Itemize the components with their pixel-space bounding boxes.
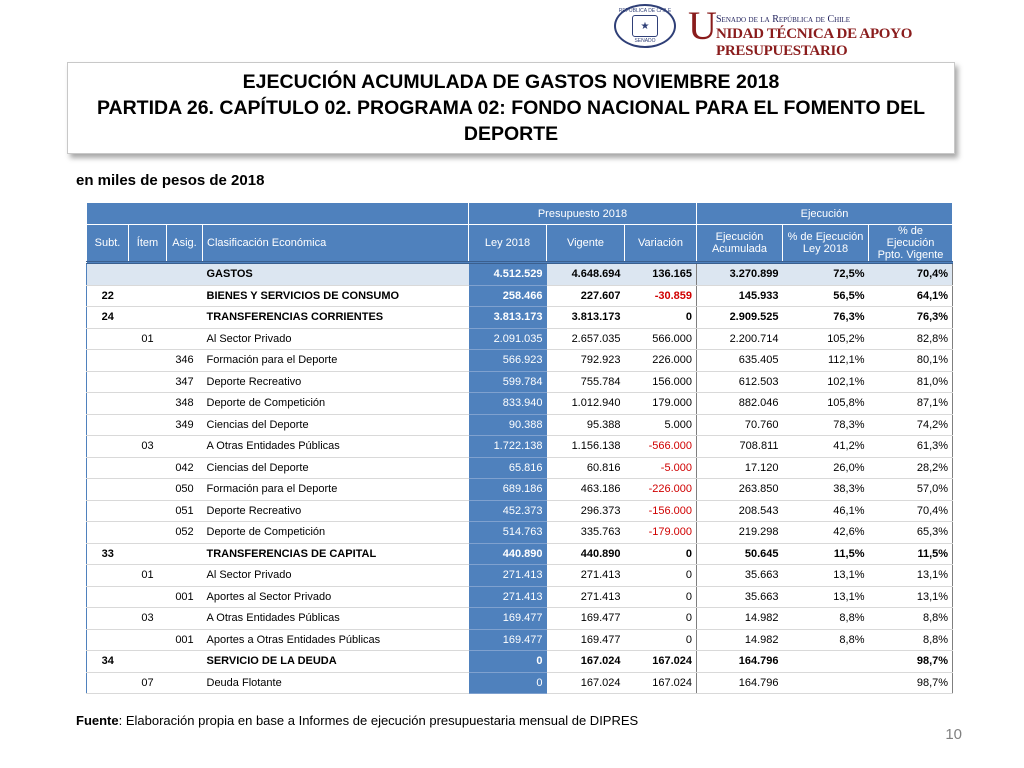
brand-line-1: Senado de la República de Chile (716, 14, 851, 25)
cell-variacion: 167.024 (625, 672, 697, 694)
cell-pct-ley: 112,1% (783, 350, 869, 372)
title-line-2: PARTIDA 26. CAPÍTULO 02. PROGRAMA 02: FONDO NACIONAL PARA EL FOMENTO DEL (96, 97, 926, 119)
col-pct-ley (783, 225, 869, 263)
col-ley: Ley 2018 (469, 225, 547, 263)
cell-vigente: 227.607 (547, 285, 625, 307)
cell-item (129, 479, 167, 501)
cell-ejecucion: 2.909.525 (697, 307, 783, 329)
cell-ejecucion: 17.120 (697, 457, 783, 479)
table-row (87, 629, 953, 651)
cell-asig: 050 (167, 479, 203, 501)
cell-subt (87, 522, 129, 544)
cell-subt (87, 629, 129, 651)
cell-clasificacion: A Otras Entidades Públicas (203, 436, 469, 458)
cell-variacion: 179.000 (625, 393, 697, 415)
cell-pct-vig: 98,7% (869, 672, 953, 694)
cell-subt (87, 414, 129, 436)
cell-pct-vig: 13,1% (869, 565, 953, 587)
col-clasificacion: Clasificación Económica (203, 225, 469, 263)
cell-ejecucion: 3.270.899 (697, 263, 783, 286)
cell-asig (167, 328, 203, 350)
cell-subt: 34 (87, 651, 129, 673)
cell-item (129, 500, 167, 522)
cell-variacion: 167.024 (625, 651, 697, 673)
cell-variacion: -30.859 (625, 285, 697, 307)
cell-pct-ley (783, 672, 869, 694)
cell-pct-vig: 82,8% (869, 328, 953, 350)
title-line-3: DEPORTE (463, 123, 559, 145)
cell-clasificacion: SERVICIO DE LA DEUDA (203, 651, 469, 673)
cell-pct-vig: 65,3% (869, 522, 953, 544)
cell-clasificacion: Al Sector Privado (203, 328, 469, 350)
table-row (87, 414, 953, 436)
cell-vigente: 271.413 (547, 565, 625, 587)
cell-pct-ley: 46,1% (783, 500, 869, 522)
cell-variacion: 0 (625, 586, 697, 608)
cell-item (129, 543, 167, 565)
cell-pct-vig: 81,0% (869, 371, 953, 393)
cell-pct-ley: 102,1% (783, 371, 869, 393)
cell-asig: 348 (167, 393, 203, 415)
col-ejec-acum-line1: Ejecución (715, 231, 764, 243)
source-note (76, 713, 638, 728)
cell-pct-ley: 105,8% (783, 393, 869, 415)
cell-ley: 169.477 (469, 629, 547, 651)
table-row (87, 263, 953, 286)
cell-subt (87, 500, 129, 522)
cell-subt (87, 479, 129, 501)
cell-vigente: 4.648.694 (547, 263, 625, 286)
cell-vigente: 463.186 (547, 479, 625, 501)
cell-asig (167, 543, 203, 565)
cell-pct-ley: 56,5% (783, 285, 869, 307)
cell-item: 03 (129, 436, 167, 458)
cell-item (129, 307, 167, 329)
cell-ley: 2.091.035 (469, 328, 547, 350)
col-variacion: Variación (625, 225, 697, 263)
cell-variacion: -566.000 (625, 436, 697, 458)
cell-pct-ley: 13,1% (783, 565, 869, 587)
cell-subt (87, 457, 129, 479)
cell-asig: 051 (167, 500, 203, 522)
table-row (87, 350, 953, 372)
cell-pct-ley: 42,6% (783, 522, 869, 544)
cell-pct-vig: 98,7% (869, 651, 953, 673)
cell-ley: 566.923 (469, 350, 547, 372)
cell-asig: 052 (167, 522, 203, 544)
cell-variacion: 156.000 (625, 371, 697, 393)
cell-clasificacion: Al Sector Privado (203, 565, 469, 587)
col-pct-vig-line2: Ppto. Vigente (877, 249, 944, 261)
cell-clasificacion: Deporte Recreativo (203, 500, 469, 522)
cell-subt (87, 350, 129, 372)
cell-ejecucion: 50.645 (697, 543, 783, 565)
cell-item (129, 651, 167, 673)
cell-asig: 042 (167, 457, 203, 479)
cell-item (129, 629, 167, 651)
cell-vigente: 169.477 (547, 629, 625, 651)
cell-clasificacion: Ciencias del Deporte (203, 457, 469, 479)
cell-variacion: 5.000 (625, 414, 697, 436)
cell-variacion: -5.000 (625, 457, 697, 479)
cell-ejecucion: 263.850 (697, 479, 783, 501)
table-row (87, 586, 953, 608)
cell-pct-vig: 76,3% (869, 307, 953, 329)
cell-pct-vig: 57,0% (869, 479, 953, 501)
cell-clasificacion: Aportes al Sector Privado (203, 586, 469, 608)
cell-ley: 0 (469, 651, 547, 673)
seal-top-text: REPÚBLICA DE CHILE (618, 8, 672, 14)
cell-subt (87, 672, 129, 694)
cell-item: 01 (129, 565, 167, 587)
cell-item: 07 (129, 672, 167, 694)
cell-asig: 347 (167, 371, 203, 393)
cell-item (129, 457, 167, 479)
cell-pct-ley: 13,1% (783, 586, 869, 608)
cell-ley: 271.413 (469, 586, 547, 608)
cell-variacion: -179.000 (625, 522, 697, 544)
seal-bottom-text: SENADO (634, 38, 656, 44)
cell-ley: 452.373 (469, 500, 547, 522)
col-subt: Subt. (87, 225, 129, 263)
cell-ejecucion: 70.760 (697, 414, 783, 436)
cell-subt: 24 (87, 307, 129, 329)
cell-item (129, 371, 167, 393)
cell-item (129, 285, 167, 307)
cell-ley: 4.512.529 (469, 263, 547, 286)
cell-pct-ley: 105,2% (783, 328, 869, 350)
title-box (67, 62, 955, 154)
cell-variacion: 0 (625, 608, 697, 630)
table-row (87, 479, 953, 501)
cell-pct-vig: 74,2% (869, 414, 953, 436)
cell-pct-vig: 28,2% (869, 457, 953, 479)
col-vigente: Vigente (547, 225, 625, 263)
cell-clasificacion: Formación para el Deporte (203, 350, 469, 372)
cell-asig: 346 (167, 350, 203, 372)
brand-initial: U (688, 3, 717, 48)
cell-asig (167, 608, 203, 630)
cell-ley: 0 (469, 672, 547, 694)
cell-pct-ley: 38,3% (783, 479, 869, 501)
cell-variacion: -156.000 (625, 500, 697, 522)
cell-ley: 271.413 (469, 565, 547, 587)
cell-item: 01 (129, 328, 167, 350)
table-row (87, 328, 953, 350)
cell-item: 03 (129, 608, 167, 630)
cell-ley: 169.477 (469, 608, 547, 630)
table-row (87, 500, 953, 522)
cell-ley: 599.784 (469, 371, 547, 393)
cell-pct-vig: 11,5% (869, 543, 953, 565)
cell-ejecucion: 145.933 (697, 285, 783, 307)
cell-ley: 3.813.173 (469, 307, 547, 329)
cell-asig (167, 565, 203, 587)
units-subtitle: en miles de pesos de 2018 (76, 172, 265, 189)
cell-vigente: 755.784 (547, 371, 625, 393)
cell-ley: 258.466 (469, 285, 547, 307)
cell-variacion: 136.165 (625, 263, 697, 286)
cell-clasificacion: Deporte Recreativo (203, 371, 469, 393)
table-row (87, 565, 953, 587)
table-row (87, 307, 953, 329)
cell-clasificacion: Deporte de Competición (203, 522, 469, 544)
cell-ejecucion: 882.046 (697, 393, 783, 415)
table-row (87, 543, 953, 565)
table-row (87, 457, 953, 479)
cell-item (129, 414, 167, 436)
cell-asig: 001 (167, 629, 203, 651)
cell-asig (167, 307, 203, 329)
col-pct-vig-line1: % de Ejecución (886, 225, 935, 249)
cell-item (129, 393, 167, 415)
cell-ejecucion: 14.982 (697, 608, 783, 630)
cell-vigente: 3.813.173 (547, 307, 625, 329)
cell-clasificacion: GASTOS (203, 263, 469, 286)
cell-vigente: 271.413 (547, 586, 625, 608)
cell-subt (87, 608, 129, 630)
budget-execution-table (86, 202, 953, 694)
cell-variacion: -226.000 (625, 479, 697, 501)
cell-item (129, 586, 167, 608)
cell-ley: 440.890 (469, 543, 547, 565)
seal-shield-icon: ★ (632, 15, 658, 37)
cell-vigente: 296.373 (547, 500, 625, 522)
table-row (87, 371, 953, 393)
header-blank (87, 203, 469, 225)
page-number: 10 (945, 726, 962, 743)
cell-item (129, 522, 167, 544)
cell-asig: 001 (167, 586, 203, 608)
cell-vigente: 792.923 (547, 350, 625, 372)
cell-clasificacion: Ciencias del Deporte (203, 414, 469, 436)
cell-ejecucion: 635.405 (697, 350, 783, 372)
cell-ley: 90.388 (469, 414, 547, 436)
cell-vigente: 335.763 (547, 522, 625, 544)
cell-clasificacion: BIENES Y SERVICIOS DE CONSUMO (203, 285, 469, 307)
cell-pct-vig: 70,4% (869, 500, 953, 522)
cell-subt (87, 263, 129, 286)
cell-subt: 22 (87, 285, 129, 307)
table-row (87, 436, 953, 458)
cell-ejecucion: 14.982 (697, 629, 783, 651)
source-label: Fuente (76, 713, 119, 728)
cell-clasificacion: Deuda Flotante (203, 672, 469, 694)
col-item: Ítem (129, 225, 167, 263)
cell-pct-vig: 8,8% (869, 608, 953, 630)
col-pct-ley-line1: % de Ejecución (787, 231, 864, 243)
cell-ejecucion: 219.298 (697, 522, 783, 544)
brand-line-2: NIDAD TÉCNICA DE APOYO PRESUPUESTARIO (716, 26, 913, 59)
col-asig: Asig. (167, 225, 203, 263)
col-pct-ley-line2: Ley 2018 (802, 243, 849, 255)
table-body (87, 263, 953, 694)
table-row (87, 651, 953, 673)
header-presupuesto: Presupuesto 2018 (469, 203, 697, 225)
cell-vigente: 95.388 (547, 414, 625, 436)
cell-vigente: 167.024 (547, 672, 625, 694)
cell-ejecucion: 35.663 (697, 565, 783, 587)
cell-ley: 514.763 (469, 522, 547, 544)
cell-vigente: 2.657.035 (547, 328, 625, 350)
cell-pct-vig: 61,3% (869, 436, 953, 458)
cell-clasificacion: TRANSFERENCIAS DE CAPITAL (203, 543, 469, 565)
unit-brand-logo (688, 3, 1018, 59)
table-row (87, 672, 953, 694)
cell-asig (167, 436, 203, 458)
cell-vigente: 60.816 (547, 457, 625, 479)
cell-asig (167, 672, 203, 694)
cell-subt (87, 328, 129, 350)
cell-ley: 65.816 (469, 457, 547, 479)
cell-asig (167, 263, 203, 286)
cell-variacion: 226.000 (625, 350, 697, 372)
cell-item (129, 263, 167, 286)
cell-vigente: 1.156.138 (547, 436, 625, 458)
cell-asig (167, 285, 203, 307)
table-row (87, 522, 953, 544)
cell-variacion: 0 (625, 629, 697, 651)
senate-seal-logo (614, 4, 676, 48)
cell-pct-ley: 41,2% (783, 436, 869, 458)
cell-variacion: 566.000 (625, 328, 697, 350)
cell-clasificacion: Formación para el Deporte (203, 479, 469, 501)
cell-subt (87, 565, 129, 587)
cell-vigente: 167.024 (547, 651, 625, 673)
cell-ejecucion: 164.796 (697, 651, 783, 673)
cell-ejecucion: 35.663 (697, 586, 783, 608)
cell-ejecucion: 2.200.714 (697, 328, 783, 350)
cell-clasificacion: Deporte de Competición (203, 393, 469, 415)
cell-pct-vig: 13,1% (869, 586, 953, 608)
cell-ejecucion: 708.811 (697, 436, 783, 458)
cell-pct-ley: 78,3% (783, 414, 869, 436)
cell-pct-vig: 80,1% (869, 350, 953, 372)
header-ejecucion: Ejecución (697, 203, 953, 225)
col-ejec-acum (697, 225, 783, 263)
cell-ley: 833.940 (469, 393, 547, 415)
cell-pct-ley: 76,3% (783, 307, 869, 329)
cell-ejecucion: 208.543 (697, 500, 783, 522)
cell-pct-ley: 72,5% (783, 263, 869, 286)
cell-pct-ley (783, 651, 869, 673)
title-line-1: EJECUCIÓN ACUMULADA DE GASTOS NOVIEMBRE 2018 (242, 71, 780, 93)
source-text: : Elaboración propia en base a Informes de ejecución presupuestaria mensual de DIPRES (118, 713, 639, 728)
cell-pct-ley: 26,0% (783, 457, 869, 479)
col-pct-vig (869, 225, 953, 263)
cell-ejecucion: 164.796 (697, 672, 783, 694)
cell-item (129, 350, 167, 372)
cell-pct-ley: 8,8% (783, 629, 869, 651)
cell-vigente: 440.890 (547, 543, 625, 565)
cell-asig (167, 651, 203, 673)
cell-clasificacion: TRANSFERENCIAS CORRIENTES (203, 307, 469, 329)
table-row (87, 393, 953, 415)
cell-ejecucion: 612.503 (697, 371, 783, 393)
cell-ley: 1.722.138 (469, 436, 547, 458)
cell-asig: 349 (167, 414, 203, 436)
table-row (87, 285, 953, 307)
cell-subt (87, 393, 129, 415)
cell-clasificacion: Aportes a Otras Entidades Públicas (203, 629, 469, 651)
cell-variacion: 0 (625, 543, 697, 565)
col-ejec-acum-line2: Acumulada (711, 243, 768, 255)
cell-subt (87, 586, 129, 608)
cell-pct-ley: 11,5% (783, 543, 869, 565)
cell-subt: 33 (87, 543, 129, 565)
cell-pct-vig: 87,1% (869, 393, 953, 415)
table-row (87, 608, 953, 630)
cell-variacion: 0 (625, 565, 697, 587)
cell-pct-vig: 64,1% (869, 285, 953, 307)
cell-subt (87, 371, 129, 393)
cell-ley: 689.186 (469, 479, 547, 501)
cell-clasificacion: A Otras Entidades Públicas (203, 608, 469, 630)
cell-pct-vig: 70,4% (869, 263, 953, 286)
cell-pct-ley: 8,8% (783, 608, 869, 630)
cell-vigente: 169.477 (547, 608, 625, 630)
cell-pct-vig: 8,8% (869, 629, 953, 651)
cell-vigente: 1.012.940 (547, 393, 625, 415)
cell-variacion: 0 (625, 307, 697, 329)
cell-subt (87, 436, 129, 458)
